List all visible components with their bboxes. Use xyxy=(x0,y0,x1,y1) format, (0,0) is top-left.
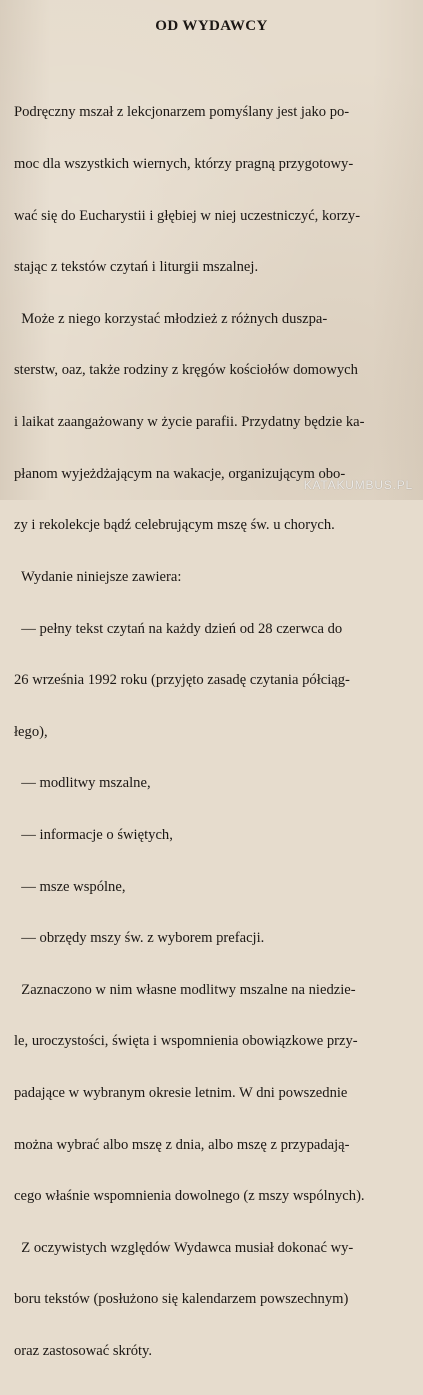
text-line: Wydanie niniejsze zawiera: xyxy=(14,568,182,585)
text-line: oraz zastosować skróty. xyxy=(14,1343,153,1360)
text-line: — pełny tekst czytań na każdy dzień od 28 czerwca do xyxy=(14,620,343,637)
text-line: le, uroczystości, święta i wspomnienia obowiązkowe przy- xyxy=(14,1033,358,1050)
text-line: — modlitwy mszalne, xyxy=(14,775,151,792)
text-line: i laikat zaangażowany w życie parafii. Przydatny będzie ka- xyxy=(14,414,365,431)
text-line: cego właśnie wspomnienia dowolnego (z mszy wspólnych). xyxy=(14,1188,365,1205)
text-line: sterstw, oaz, także rodziny z kręgów kościołów domowych xyxy=(14,362,358,379)
text-line: boru tekstów (posłużono się kalendarzem powszechnym) xyxy=(14,1291,349,1308)
text-line: moc dla wszystkich wiernych, którzy pragną przygotowy- xyxy=(14,156,354,173)
text-line: Zaznaczono w nim własne modlitwy mszalne na niedzie- xyxy=(14,981,356,998)
text-line: stając z tekstów czytań i liturgii mszalnej. xyxy=(14,259,259,276)
text-line: Z oczywistych względów Wydawca musiał dokonać wy- xyxy=(14,1239,354,1256)
body-text xyxy=(14,70,416,1395)
text-line: — informacje o świętych, xyxy=(14,826,173,843)
text-line: Podręczny mszał z lekcjonarzem pomyślany jest jako po- xyxy=(14,104,350,121)
text-line: Może z niego korzystać młodzież z różnych duszpa- xyxy=(14,310,328,327)
page-title: OD WYDAWCY xyxy=(155,18,268,34)
text-line: wać się do Eucharystii i głębiej w niej uczestniczyć, korzy- xyxy=(14,207,361,224)
watermark: KATAKUMBUS.PL xyxy=(303,478,413,492)
text-line: można wybrać albo mszę z dnia, albo mszę z przypadają- xyxy=(14,1136,350,1153)
text-line: — msze wspólne, xyxy=(14,878,126,895)
text-line: — obrzędy mszy św. z wyborem prefacji. xyxy=(14,930,265,947)
text-line: płanom wyjeżdżającym na wakacje, organizującym obo- xyxy=(14,465,346,482)
text-line: zy i rekolekcje bądź celebrującym mszę św. u chorych. xyxy=(14,517,335,534)
text-line: 26 września 1992 roku (przyjęto zasadę czytania półciąg- xyxy=(14,672,350,689)
text-line: padające w wybranym okresie letnim. W dni powszednie xyxy=(14,1084,348,1101)
text-line: łego), xyxy=(14,723,48,740)
